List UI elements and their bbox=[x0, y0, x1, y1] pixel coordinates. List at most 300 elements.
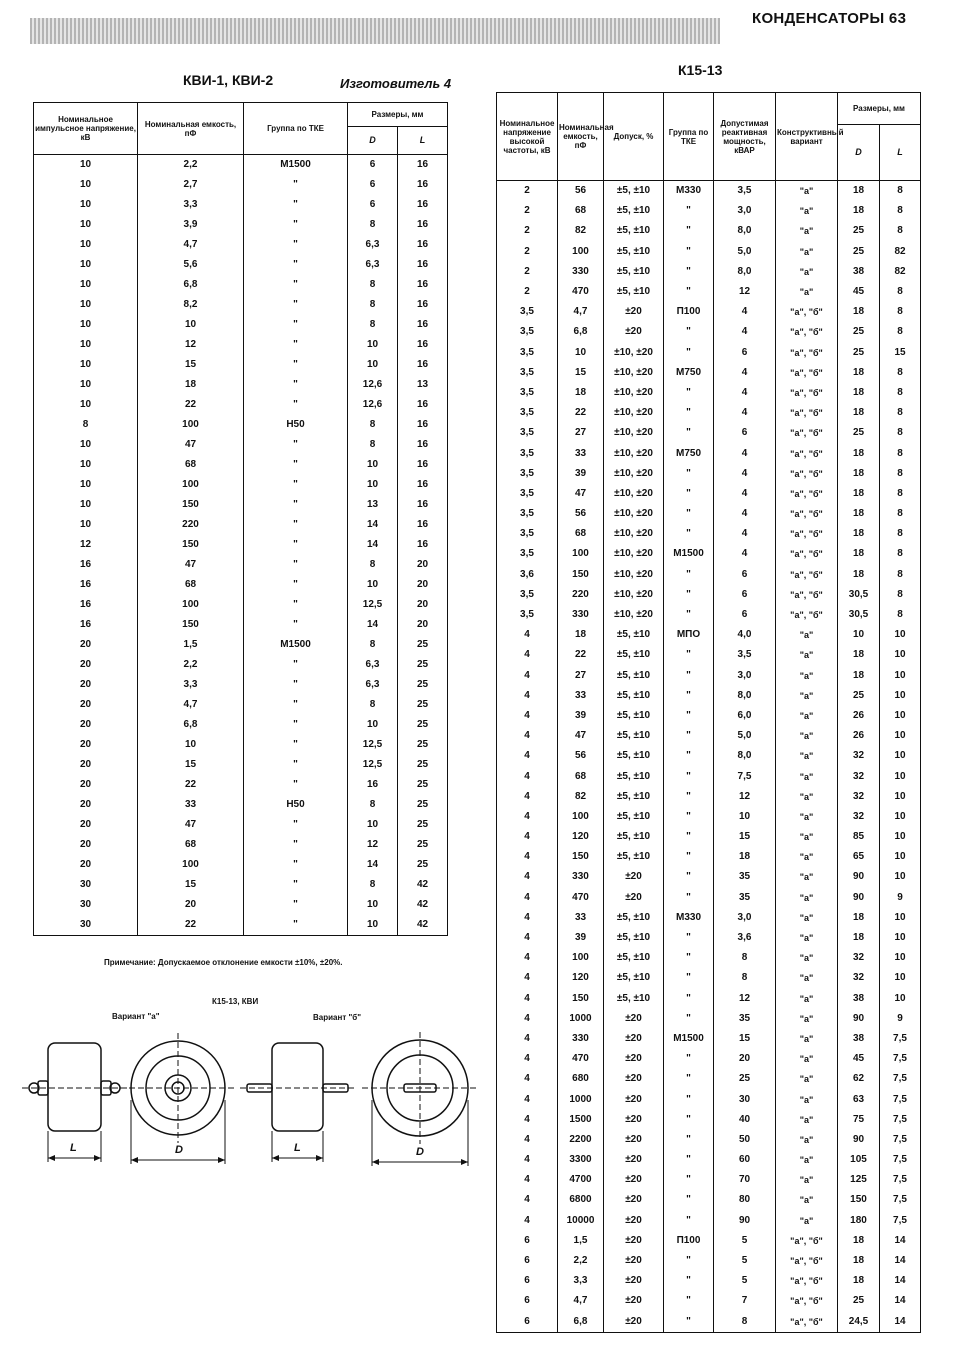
table-cell: 4 bbox=[497, 1211, 558, 1231]
table-cell: 16 bbox=[398, 435, 448, 455]
table-row bbox=[497, 645, 921, 665]
table-cell: 150 bbox=[558, 565, 604, 585]
table-cell: 6800 bbox=[558, 1190, 604, 1210]
table-cell: 18 bbox=[138, 375, 244, 395]
table-cell: 8 bbox=[880, 181, 921, 202]
table-cell: 16 bbox=[398, 335, 448, 355]
table-cell: 20 bbox=[34, 635, 138, 655]
table-cell: " bbox=[664, 403, 714, 423]
table-cell: " bbox=[664, 1190, 714, 1210]
table-cell: "а", "б" bbox=[776, 403, 838, 423]
table-cell: М750 bbox=[664, 443, 714, 463]
table-cell: " bbox=[664, 201, 714, 221]
table-cell: 4 bbox=[497, 1009, 558, 1029]
header-d: D bbox=[348, 127, 398, 155]
table-row bbox=[497, 1049, 921, 1069]
table-cell: 30 bbox=[34, 875, 138, 895]
table-cell: " bbox=[664, 585, 714, 605]
table-cell: 82 bbox=[880, 242, 921, 262]
table-cell: М1500 bbox=[664, 1029, 714, 1049]
table-cell: 7,5 bbox=[880, 1029, 921, 1049]
table-row bbox=[497, 1231, 921, 1251]
table-cell: 330 bbox=[558, 867, 604, 887]
table-cell: " bbox=[664, 1069, 714, 1089]
table-cell: 16 bbox=[34, 575, 138, 595]
tolerance-note: Примечание: Допускаемое отклонение емкости ±10%, ±20%. bbox=[104, 958, 343, 967]
table-cell: ±5, ±10 bbox=[604, 989, 664, 1009]
table-cell: 14 bbox=[348, 515, 398, 535]
table-row bbox=[497, 1170, 921, 1190]
table-cell: 10 bbox=[880, 686, 921, 706]
table-cell: ±5, ±10 bbox=[604, 686, 664, 706]
table-cell: 14 bbox=[348, 855, 398, 875]
header-voltage: Номинальное импульсное напряжение, кВ bbox=[34, 103, 138, 155]
table-cell: ±10, ±20 bbox=[604, 383, 664, 403]
table-cell: 100 bbox=[558, 544, 604, 564]
table-cell: " bbox=[664, 484, 714, 504]
table-cell: "а", "б" bbox=[776, 464, 838, 484]
table-cell: 4 bbox=[497, 989, 558, 1009]
table-cell: 10 bbox=[34, 195, 138, 215]
table-cell: 12,5 bbox=[348, 595, 398, 615]
table-cell: 10 bbox=[880, 948, 921, 968]
table-cell: 6 bbox=[714, 343, 776, 363]
table-row bbox=[497, 1251, 921, 1271]
table-cell: ±20 bbox=[604, 1009, 664, 1029]
table-cell: ±20 bbox=[604, 867, 664, 887]
table-cell: " bbox=[664, 787, 714, 807]
table-cell: ±5, ±10 bbox=[604, 827, 664, 847]
table-cell: " bbox=[664, 686, 714, 706]
table-cell: 4 bbox=[714, 524, 776, 544]
table-cell: 6 bbox=[714, 565, 776, 585]
table-cell: 100 bbox=[558, 948, 604, 968]
table-cell: 4 bbox=[497, 908, 558, 928]
table-cell: ±20 bbox=[604, 1312, 664, 1333]
table-cell: " bbox=[244, 675, 348, 695]
table-cell: " bbox=[664, 1251, 714, 1271]
table-cell: 18 bbox=[838, 524, 880, 544]
table-cell: 32 bbox=[838, 948, 880, 968]
table-cell: 4 bbox=[497, 787, 558, 807]
table-cell: "а" bbox=[776, 746, 838, 766]
table-cell: 39 bbox=[558, 706, 604, 726]
table-cell: 3,5 bbox=[497, 423, 558, 443]
table-cell: "а" bbox=[776, 1211, 838, 1231]
table-cell: ±5, ±10 bbox=[604, 847, 664, 867]
table-cell: " bbox=[664, 666, 714, 686]
table-cell: 90 bbox=[714, 1211, 776, 1231]
table-cell: 65 bbox=[838, 847, 880, 867]
table-cell: 8 bbox=[714, 948, 776, 968]
table-cell: 2 bbox=[497, 242, 558, 262]
table-cell: 42 bbox=[398, 875, 448, 895]
table-cell: " bbox=[244, 375, 348, 395]
table-cell: 5,0 bbox=[714, 242, 776, 262]
table-cell: 8 bbox=[714, 968, 776, 988]
header-hf-voltage: Номинальное напряжение высокой частоты, кВ bbox=[497, 93, 558, 181]
table-cell: 10 bbox=[348, 815, 398, 835]
table-cell: 100 bbox=[138, 855, 244, 875]
table-cell: 6,3 bbox=[348, 255, 398, 275]
table-cell: 32 bbox=[838, 746, 880, 766]
table-cell: 12 bbox=[714, 787, 776, 807]
table-cell: Н50 bbox=[244, 795, 348, 815]
table-cell: 15 bbox=[138, 355, 244, 375]
table-row bbox=[497, 565, 921, 585]
table-cell: ±20 bbox=[604, 1089, 664, 1109]
table-cell: 40 bbox=[714, 1110, 776, 1130]
table-cell: 18 bbox=[838, 544, 880, 564]
table-row bbox=[497, 1211, 921, 1231]
table-cell: ±20 bbox=[604, 1231, 664, 1251]
table-cell: "а" bbox=[776, 867, 838, 887]
table-cell: " bbox=[664, 1211, 714, 1231]
table-row bbox=[497, 262, 921, 282]
variant-b-label: Вариант "б" bbox=[313, 1013, 361, 1022]
table-cell: "а" bbox=[776, 1029, 838, 1049]
table-cell: ±5, ±10 bbox=[604, 787, 664, 807]
table-cell: 16 bbox=[34, 555, 138, 575]
table-cell: " bbox=[664, 221, 714, 241]
table-cell: ±20 bbox=[604, 1170, 664, 1190]
table-cell: "а", "б" bbox=[776, 423, 838, 443]
table-cell: 16 bbox=[398, 175, 448, 195]
table-cell: П100 bbox=[664, 1231, 714, 1251]
table-cell: "а" bbox=[776, 1130, 838, 1150]
table-cell: 27 bbox=[558, 666, 604, 686]
table-cell: 39 bbox=[558, 928, 604, 948]
table-cell: 4 bbox=[714, 383, 776, 403]
table-cell: 10 bbox=[838, 625, 880, 645]
table-cell: ±20 bbox=[604, 322, 664, 342]
table-cell: ±20 bbox=[604, 1069, 664, 1089]
table-cell: "а" bbox=[776, 201, 838, 221]
table-cell: 470 bbox=[558, 282, 604, 302]
table-cell: 8 bbox=[880, 282, 921, 302]
table-cell: "а" bbox=[776, 1110, 838, 1130]
table-cell: 4 bbox=[714, 484, 776, 504]
table-cell: 18 bbox=[714, 847, 776, 867]
table-cell: 25 bbox=[398, 655, 448, 675]
table-cell: 25 bbox=[398, 795, 448, 815]
header-l: L bbox=[398, 127, 448, 155]
table-cell: 8 bbox=[880, 605, 921, 625]
table-cell: 25 bbox=[398, 815, 448, 835]
table-cell: ±20 bbox=[604, 1110, 664, 1130]
table-row bbox=[497, 1190, 921, 1210]
table-cell: 10 bbox=[348, 475, 398, 495]
table-cell: " bbox=[244, 535, 348, 555]
table-cell: 24,5 bbox=[838, 1312, 880, 1333]
table-cell: 125 bbox=[838, 1170, 880, 1190]
table-cell: 10 bbox=[880, 968, 921, 988]
table-cell: "а" bbox=[776, 1190, 838, 1210]
left-table-title: КВИ-1, КВИ-2 bbox=[183, 72, 274, 88]
table-cell: 6 bbox=[714, 423, 776, 443]
table-cell: 8 bbox=[348, 695, 398, 715]
table-cell: 47 bbox=[138, 815, 244, 835]
table-cell: 8 bbox=[348, 275, 398, 295]
table-cell: 16 bbox=[398, 475, 448, 495]
table-cell: 7,5 bbox=[880, 1170, 921, 1190]
table-cell: 20 bbox=[398, 575, 448, 595]
table-cell: 25 bbox=[838, 322, 880, 342]
table-cell: 68 bbox=[138, 455, 244, 475]
table-cell: 33 bbox=[558, 686, 604, 706]
table-cell: 8 bbox=[880, 322, 921, 342]
table-cell: 60 bbox=[714, 1150, 776, 1170]
table-cell: 10 bbox=[880, 666, 921, 686]
table-cell: 22 bbox=[138, 775, 244, 795]
table-cell: 22 bbox=[558, 403, 604, 423]
table-cell: 3,5 bbox=[497, 403, 558, 423]
table-cell: 32 bbox=[838, 807, 880, 827]
table-cell: 470 bbox=[558, 888, 604, 908]
table-cell: ±10, ±20 bbox=[604, 504, 664, 524]
header-tke: Группа по ТКЕ bbox=[664, 93, 714, 181]
table-row bbox=[497, 1271, 921, 1291]
table-cell: " bbox=[664, 1271, 714, 1291]
table-cell: 8 bbox=[880, 484, 921, 504]
table-cell: " bbox=[244, 335, 348, 355]
table-cell: 8 bbox=[880, 544, 921, 564]
table-cell: 8,0 bbox=[714, 686, 776, 706]
table-cell: 2,7 bbox=[138, 175, 244, 195]
table-row bbox=[497, 383, 921, 403]
table-cell: 32 bbox=[838, 968, 880, 988]
table-cell: 39 bbox=[558, 464, 604, 484]
table-cell: 330 bbox=[558, 262, 604, 282]
table-row bbox=[497, 625, 921, 645]
header-power: Допустимая реактивная мощность, кВАР bbox=[714, 93, 776, 181]
table-cell: 4,7 bbox=[558, 1291, 604, 1311]
table-cell: 10 bbox=[714, 807, 776, 827]
table-cell: 3,5 bbox=[497, 524, 558, 544]
table-cell: 30 bbox=[714, 1089, 776, 1109]
table-cell: 3,5 bbox=[497, 322, 558, 342]
table-cell: 25 bbox=[714, 1069, 776, 1089]
table-row bbox=[497, 403, 921, 423]
table-cell: 3,5 bbox=[714, 645, 776, 665]
table-cell: 20 bbox=[714, 1049, 776, 1069]
right-table-title: К15-13 bbox=[678, 62, 723, 78]
table-cell: " bbox=[244, 815, 348, 835]
table-cell: "а" bbox=[776, 766, 838, 786]
header-capacitance: Номинальная емкость, пФ bbox=[558, 93, 604, 181]
table-cell: 4 bbox=[497, 867, 558, 887]
table-cell: " bbox=[244, 475, 348, 495]
table-cell: 10 bbox=[34, 495, 138, 515]
table-cell: 7,5 bbox=[880, 1150, 921, 1170]
table-cell: ±10, ±20 bbox=[604, 423, 664, 443]
table-cell: 6 bbox=[497, 1291, 558, 1311]
table-cell: 10 bbox=[348, 455, 398, 475]
table-cell: 16 bbox=[398, 455, 448, 475]
table-cell: 4 bbox=[714, 443, 776, 463]
table-cell: 6 bbox=[714, 605, 776, 625]
table-cell: ±20 bbox=[604, 1029, 664, 1049]
table-cell: 16 bbox=[398, 235, 448, 255]
table-cell: 10 bbox=[34, 515, 138, 535]
table-cell: 80 bbox=[714, 1190, 776, 1210]
header-d: D bbox=[838, 125, 880, 181]
table-cell: 12,5 bbox=[348, 735, 398, 755]
table-cell: " bbox=[664, 888, 714, 908]
table-cell: 25 bbox=[398, 635, 448, 655]
table-cell: 3,3 bbox=[138, 195, 244, 215]
table-cell: 75 bbox=[838, 1110, 880, 1130]
table-cell: ±10, ±20 bbox=[604, 585, 664, 605]
table-cell: " bbox=[664, 645, 714, 665]
table-cell: 35 bbox=[714, 1009, 776, 1029]
table-cell: 4,7 bbox=[138, 695, 244, 715]
table-cell: 16 bbox=[34, 615, 138, 635]
table-row bbox=[497, 242, 921, 262]
header-variant: Конструктивный вариант bbox=[776, 93, 838, 181]
table-cell: ±20 bbox=[604, 1049, 664, 1069]
table-cell: 18 bbox=[838, 181, 880, 202]
table-cell: 15 bbox=[714, 827, 776, 847]
table-cell: 6 bbox=[497, 1312, 558, 1333]
table-cell: ±5, ±10 bbox=[604, 262, 664, 282]
table-cell: 4,7 bbox=[138, 235, 244, 255]
table-cell: " bbox=[244, 895, 348, 915]
table-cell: 7,5 bbox=[880, 1049, 921, 1069]
table-cell: " bbox=[664, 706, 714, 726]
table-cell: 33 bbox=[558, 908, 604, 928]
table-cell: 10 bbox=[880, 645, 921, 665]
table-cell: " bbox=[664, 1130, 714, 1150]
table-cell: 10 bbox=[348, 335, 398, 355]
table-cell: " bbox=[244, 515, 348, 535]
table-cell: 4 bbox=[497, 847, 558, 867]
table-row bbox=[497, 1312, 921, 1333]
table-cell: " bbox=[244, 595, 348, 615]
table-cell: М330 bbox=[664, 908, 714, 928]
table-cell: ±20 bbox=[604, 302, 664, 322]
table-cell: 82 bbox=[880, 262, 921, 282]
table-cell: 5,0 bbox=[714, 726, 776, 746]
table-cell: 2 bbox=[497, 262, 558, 282]
table-cell: " bbox=[244, 215, 348, 235]
table-cell: ±5, ±10 bbox=[604, 242, 664, 262]
table-cell: 3300 bbox=[558, 1150, 604, 1170]
table-cell: ±10, ±20 bbox=[604, 343, 664, 363]
table-cell: 7 bbox=[714, 1291, 776, 1311]
table-cell: 12 bbox=[714, 989, 776, 1009]
table-cell: "а" bbox=[776, 726, 838, 746]
table-row bbox=[497, 504, 921, 524]
table-cell: 10 bbox=[880, 928, 921, 948]
table-cell: 20 bbox=[34, 655, 138, 675]
table-cell: 8 bbox=[880, 504, 921, 524]
table-cell: 10 bbox=[34, 255, 138, 275]
table-cell: 8,0 bbox=[714, 746, 776, 766]
table-cell: " bbox=[664, 1110, 714, 1130]
table-cell: 50 bbox=[714, 1130, 776, 1150]
table-cell: 18 bbox=[838, 666, 880, 686]
table-cell: "а" bbox=[776, 1150, 838, 1170]
table-cell: "а", "б" bbox=[776, 383, 838, 403]
table-cell: ±5, ±10 bbox=[604, 746, 664, 766]
table-cell: 10 bbox=[880, 787, 921, 807]
table-row bbox=[497, 908, 921, 928]
table-row bbox=[497, 363, 921, 383]
table-cell: 22 bbox=[558, 645, 604, 665]
table-cell: 82 bbox=[558, 221, 604, 241]
table-cell: 8 bbox=[348, 315, 398, 335]
table-cell: ±5, ±10 bbox=[604, 807, 664, 827]
table-cell: 4 bbox=[714, 504, 776, 524]
header-tolerance: Допуск, % bbox=[604, 93, 664, 181]
table-cell: ±20 bbox=[604, 1190, 664, 1210]
table-cell: 30,5 bbox=[838, 585, 880, 605]
table-row bbox=[497, 1029, 921, 1049]
table-cell: 4 bbox=[497, 1069, 558, 1089]
table-cell: 2,2 bbox=[138, 155, 244, 176]
table-cell: 20 bbox=[34, 815, 138, 835]
table-cell: 10 bbox=[34, 455, 138, 475]
table-cell: 4 bbox=[497, 1029, 558, 1049]
table-cell: 4 bbox=[714, 403, 776, 423]
table-cell: 9 bbox=[880, 888, 921, 908]
table-cell: 10 bbox=[880, 706, 921, 726]
table-cell: 3,0 bbox=[714, 201, 776, 221]
table-cell: 16 bbox=[398, 255, 448, 275]
table-cell: 82 bbox=[558, 787, 604, 807]
table-cell: ±10, ±20 bbox=[604, 565, 664, 585]
table-cell: 22 bbox=[138, 915, 244, 936]
table-cell: 10 bbox=[34, 175, 138, 195]
table-cell: 10 bbox=[880, 867, 921, 887]
table-cell: 4 bbox=[714, 302, 776, 322]
table-cell: "а" bbox=[776, 282, 838, 302]
table-cell: 4 bbox=[497, 1089, 558, 1109]
table-cell: М1500 bbox=[244, 155, 348, 176]
table-cell: 25 bbox=[398, 755, 448, 775]
table-cell: "а" bbox=[776, 807, 838, 827]
table-cell: 7,5 bbox=[880, 1130, 921, 1150]
table-cell: 6 bbox=[497, 1231, 558, 1251]
table-cell: 10 bbox=[880, 766, 921, 786]
table-cell: 330 bbox=[558, 605, 604, 625]
table-cell: 8 bbox=[880, 524, 921, 544]
table-cell: " bbox=[664, 464, 714, 484]
table-cell: 18 bbox=[838, 1271, 880, 1291]
table-cell: 32 bbox=[838, 787, 880, 807]
table-cell: 70 bbox=[714, 1170, 776, 1190]
table-cell: "а", "б" bbox=[776, 484, 838, 504]
table-cell: 10 bbox=[880, 726, 921, 746]
table-cell: 15 bbox=[138, 755, 244, 775]
table-cell: "а" bbox=[776, 888, 838, 908]
table-cell: 4 bbox=[497, 625, 558, 645]
table-cell: 10 bbox=[348, 715, 398, 735]
table-cell: 25 bbox=[398, 695, 448, 715]
table-cell: 8 bbox=[880, 221, 921, 241]
table-cell: ±10, ±20 bbox=[604, 605, 664, 625]
table-cell: 7,5 bbox=[880, 1190, 921, 1210]
table-cell: 8,0 bbox=[714, 262, 776, 282]
table-cell: 3,5 bbox=[497, 605, 558, 625]
table-cell: " bbox=[244, 835, 348, 855]
table-cell: 20 bbox=[398, 615, 448, 635]
table-cell: " bbox=[664, 726, 714, 746]
table-cell: 62 bbox=[838, 1069, 880, 1089]
table-cell: "а" bbox=[776, 1170, 838, 1190]
table-cell: " bbox=[664, 1089, 714, 1109]
